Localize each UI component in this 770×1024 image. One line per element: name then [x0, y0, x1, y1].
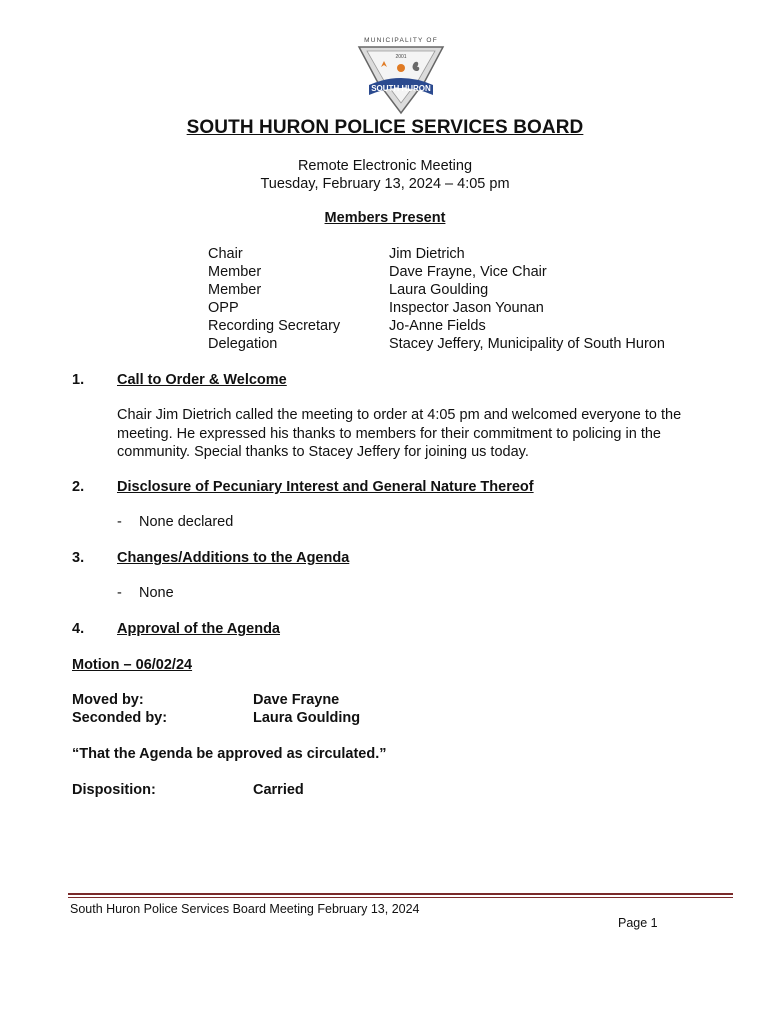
- meeting-datetime: Tuesday, February 13, 2024 – 4:05 pm: [260, 176, 510, 192]
- member-role: Recording Secretary: [208, 318, 341, 334]
- meeting-info: [0, 157, 770, 193]
- member-name: Laura Goulding: [389, 282, 489, 298]
- list-item: - None: [117, 585, 174, 601]
- section-title: Changes/Additions to the Agenda: [117, 550, 350, 566]
- municipality-logo: [353, 35, 449, 115]
- seconded-by-label: Seconded by:: [72, 710, 168, 726]
- sun-icon: [397, 64, 405, 72]
- section-number: 1.: [72, 372, 85, 388]
- member-name: Inspector Jason Younan: [389, 300, 544, 316]
- footer-rule: [68, 893, 733, 895]
- logo-year: 2001: [395, 54, 407, 60]
- seconded-by-value: Laura Goulding: [253, 710, 361, 726]
- section-number: 2.: [72, 479, 85, 495]
- member-name: Jo-Anne Fields: [389, 318, 486, 334]
- section-number: 4.: [72, 621, 85, 637]
- disposition-value: Carried: [253, 782, 304, 798]
- member-name: Dave Frayne, Vice Chair: [389, 264, 547, 280]
- disposition-label: Disposition:: [72, 782, 156, 798]
- meeting-type: Remote Electronic Meeting: [297, 158, 473, 174]
- section-title: Call to Order & Welcome: [117, 372, 287, 388]
- members-present-heading: Members Present: [324, 210, 446, 226]
- page-number: Page 1: [618, 916, 658, 930]
- body-line: community. Special thanks to Stacey Jeffery for joining us today.: [117, 444, 529, 460]
- member-name: Jim Dietrich: [389, 246, 465, 262]
- body-line: Chair Jim Dietrich called the meeting to order at 4:05 pm and welcomed everyone to the: [117, 407, 682, 423]
- motion-resolution: “That the Agenda be approved as circulated.”: [72, 746, 387, 762]
- member-name: Stacey Jeffery, Municipality of South Huron: [389, 336, 665, 352]
- moved-by-label: Moved by:: [72, 692, 144, 708]
- member-role: Member: [208, 264, 262, 280]
- member-role: Member: [208, 282, 262, 298]
- footer-rule: [68, 897, 733, 898]
- document-title: SOUTH HURON POLICE SERVICES BOARD: [186, 117, 584, 138]
- section-title: Disclosure of Pecuniary Interest and General Nature Thereof: [117, 479, 534, 495]
- logo-banner-text: SOUTH HURON: [371, 84, 431, 93]
- footer-text: South Huron Police Services Board Meeting February 13, 2024: [70, 902, 420, 916]
- section-number: 3.: [72, 550, 85, 566]
- list-item-text: None: [139, 585, 174, 601]
- logo-top-text: MUNICIPALITY OF: [364, 37, 438, 44]
- motion-heading: Motion – 06/02/24: [72, 657, 193, 673]
- section-body: [117, 406, 717, 462]
- member-role: Delegation: [208, 336, 278, 352]
- member-role: Chair: [208, 246, 243, 262]
- section-title: Approval of the Agenda: [117, 621, 280, 637]
- member-role: OPP: [208, 300, 239, 316]
- moved-by-value: Dave Frayne: [253, 692, 340, 708]
- list-item: - None declared: [117, 514, 234, 530]
- body-line: meeting. He expressed his thanks to members for their commitment to policing in the: [117, 425, 661, 442]
- list-item-text: None declared: [139, 514, 234, 530]
